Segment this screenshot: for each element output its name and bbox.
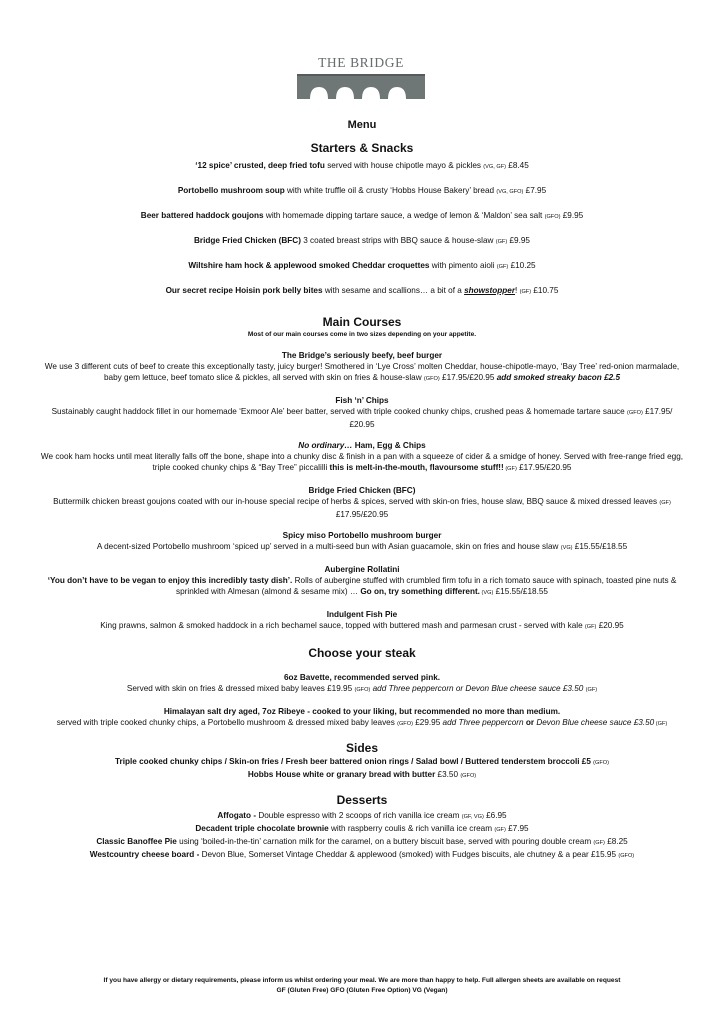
starter-item: Our secret recipe Hoisin pork belly bites with sesame and scallions… a bit of a showstopper! (GF) £10.75 [165,286,559,295]
sides-title: Sides [345,741,378,755]
dish-desc: We cook ham hocks until meat literally falls off the bone, shape into a chunky disc & finish in a pan with a squeeze of cider & a smidge of honey. Served with free-range fried egg, triple cooked chunky chips & “Bay Tree” piccalilli this is melt-in-the-mouth, flavoursome stuff!! (GF) £17.95/£20.95 [40,452,684,472]
main-courses-note: Most of our main courses come in two sizes depending on your appetite. [247,331,477,338]
starter-item: Wiltshire ham hock & applewood smoked Cheddar croquettes with pimento aioli (GF) £10.25 [188,261,536,270]
dish-desc: served with triple cooked chunky chips, a Portobello mushroom & dressed mixed baby leaves (GFO) £29.95 add Three peppercorn or Devon Blue cheese sauce £3.50 (GF) [56,718,668,727]
dish-desc: King prawns, salmon & smoked haddock in a rich bechamel sauce, topped with buttered mash and parmesan crust - served with kale (GF) £20.95 [100,621,624,630]
dish-title: Fish ‘n’ Chips [335,396,389,405]
menu-content [30,116,694,862]
dish-ribeye [30,706,694,730]
dish-title: Bridge Fried Chicken (BFC) [308,486,416,495]
dessert-item: Decadent triple chocolate brownie with raspberry coulis & rich vanilla ice cream (GF) £7.95 [195,824,529,833]
steak-title: Choose your steak [308,646,416,660]
dish-title: No ordinary… Ham, Egg & Chips [298,441,426,450]
dish-miso-burger [30,530,694,554]
dish-bfc [30,485,694,520]
dish-title: Himalayan salt dry aged, 7oz Ribeye - cooked to your liking, but recommended no more than medium. [163,707,561,716]
dish-title: Spicy miso Portobello mushroom burger [282,531,442,540]
dish-title: Aubergine Rollatini [324,565,400,574]
dish-burger [30,350,694,385]
dish-title: The Bridge’s seriously beefy, beef burger [281,351,443,360]
dish-bavette [30,672,694,696]
menu-title: Menu [347,119,377,131]
allergen-notice: If you have allergy or dietary requirements, please inform us whilst ordering your meal. We are more than happy to help. Full allergen sheets are available on request [103,977,621,984]
dish-desc: Sustainably caught haddock fillet in our homemade ‘Exmoor Ale’ beer batter, served with triple cooked chunky chips, crushed peas & homemade tartare sauce (GFO) £17.95/£20.95 [51,407,673,429]
starter-item: Beer battered haddock goujons with homemade dipping tartare sauce, a wedge of lemon & ‘Maldon’ sea salt (GFO) £9.95 [140,211,584,220]
starters-list [30,160,694,298]
main-courses-title: Main Courses [322,315,402,329]
dish-title: 6oz Bavette, recommended served pink. [283,673,441,682]
dish-desc: Buttermilk chicken breast goujons coated with our in-house special recipe of herbs & spices, served with skin-on fries, house slaw, BBQ sauce & mixed dressed leaves (GF) £17.95/£20.95 [53,497,671,519]
dish-title: Indulgent Fish Pie [326,610,398,619]
dish-desc: Served with skin on fries & dressed mixed baby leaves £19.95 (GFO) add Three peppercorn or Devon Blue cheese sauce £3.50 (GF) [126,684,598,693]
allergen-legend: GF (Gluten Free) GFO (Gluten Free Option) VG (Vegan) [276,987,448,994]
dish-aubergine-rollatini [30,564,694,599]
starter-item: Portobello mushroom soup with white truffle oil & crusty ‘Hobbs House Bakery’ bread (VG, GFO) £7.95 [177,186,547,195]
starters-title: Starters & Snacks [310,141,414,155]
sides-line: Triple cooked chunky chips / Skin-on fries / Fresh beer battered onion rings / Salad bowl / Buttered tenderstem broccoli £5 (GFO) [114,757,610,766]
dish-desc: A decent-sized Portobello mushroom ‘spiced up’ served in a multi-seed bun with Asian guacamole, skin on fries and house slaw (VG) £15.55/£18.55 [96,542,628,551]
dish-desc: ‘You don’t have to be vegan to enjoy this incredibly tasty dish’. Rolls of aubergine stuffed with crumbled firm tofu in a rich tomato sauce with spinach, toasted pine nuts & sprinkled with Almesan (almond & sesame mix) … Go on, try something different. (VG) £15.55/£18.55 [47,576,677,596]
starter-item: ‘12 spice’ crusted, deep fried tofu served with house chipotle mayo & pickles (VG, GF) £8.45 [195,161,529,170]
bridge-icon [296,72,426,100]
desserts-title: Desserts [336,793,388,807]
allergen-footer [30,976,694,996]
dessert-item: Affogato - Double espresso with 2 scoops of rich vanilla ice cream (GF, VG) £6.95 [217,811,507,820]
starter-item: Bridge Fried Chicken (BFC) 3 coated breast strips with BBQ sauce & house-slaw (GF) £9.95 [194,236,530,245]
sides-bread-line: Hobbs House white or granary bread with butter £3.50 (GFO) [247,770,477,779]
logo-text: THE BRIDGE [318,55,404,70]
dish-fish-n-chips [30,395,694,430]
dish-desc: We use 3 different cuts of beef to create this exceptionally tasty, juicy burger! Smothered in ‘Lye Cross’ molten Cheddar, house-chipotle-mayo, ‘Bay Tree’ red-onion marmalade, baby gem lettuce, beef tomato slice & pickles, all served with skin on fries & house-slaw (GFO) £17.95/£20.95 add smoked streaky bacon £2.5 [44,362,680,382]
dessert-item: Classic Banoffee Pie using ‘boiled-in-the-tin’ carnation milk for the caramel, on a buttery biscuit base, served with pouring double cream (GF) £8.25 [96,837,628,846]
dessert-item: Westcountry cheese board - Devon Blue, Somerset Vintage Cheddar & applewood (smoked) with Fudges biscuits, ale chutney & a pear £15.95 (GFO) [89,850,635,859]
dish-ham-egg-chips [30,440,694,475]
dish-fish-pie [30,609,694,633]
logo [292,56,430,102]
